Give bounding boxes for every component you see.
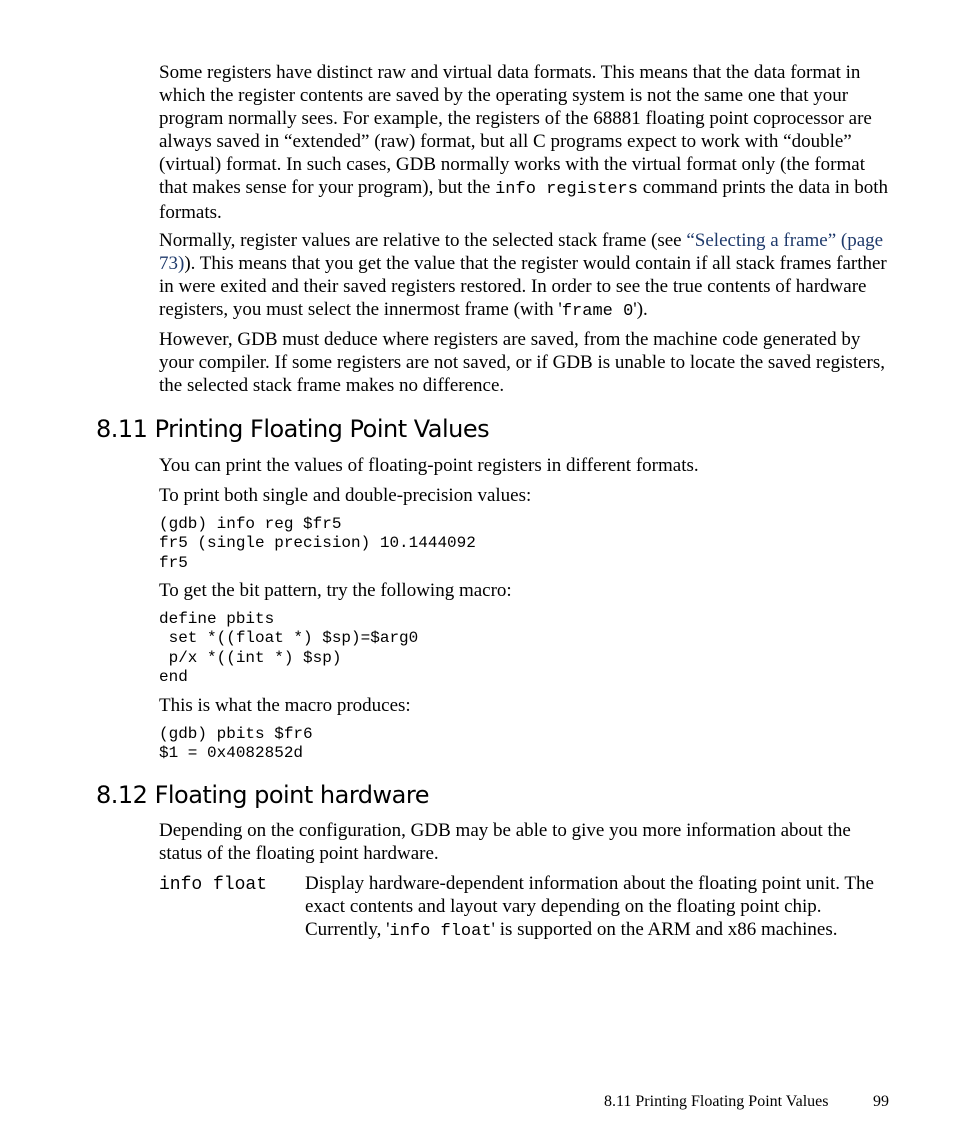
paragraph-configuration: Depending on the configuration, GDB may be able to give you more information about the status of the floating point hardware. (159, 820, 851, 864)
paragraph-text: '). (633, 299, 648, 320)
paragraph-stack-frame (159, 229, 893, 323)
paragraph-macro-produces: This is what the macro produces: (159, 695, 411, 716)
paragraph-single-double: To print both single and double-precision values: (159, 485, 532, 506)
inline-code: frame 0 (561, 302, 634, 321)
paragraph-print-formats: You can print the values of floating-point registers in different formats. (159, 455, 699, 476)
code-block-info-reg: (gdb) info reg $fr5 fr5 (single precision) 10.1444092 fr5 (159, 515, 476, 572)
section-heading-8-12: 8.12 Floating point hardware (96, 781, 429, 809)
definition-term-info-float: info float (159, 875, 268, 895)
code-block-pbits-output: (gdb) pbits $fr6 $1 = 0x4082852d (159, 725, 313, 763)
paragraph-text: Some registers have distinct raw and virtual data formats. This means that the data format in which the register contents are saved by the operating system is not the same one that your program normally sees. For example, the registers of the 68881 floating point coprocessor are always saved in “extended” (raw) format, but all C programs expect to work with “double” (virtual) format. In such cases, GDB normally works with the virtual format only (the format that makes sense for your program), but the (159, 62, 872, 198)
paragraph-text: command prints the data in both formats. (159, 177, 889, 223)
section-heading-8-11: 8.11 Printing Floating Point Values (96, 415, 490, 443)
paragraph-raw-virtual-formats (159, 61, 893, 224)
paragraph-text: ' is supported on the ARM and x86 machines. (491, 919, 838, 940)
link-selecting-a-frame[interactable]: “Selecting a frame” (page 73) (159, 230, 884, 274)
inline-code: info registers (495, 180, 638, 199)
paragraph-text: Display hardware-dependent information about the floating point unit. The exact contents and layout vary depending on the floating point chip. Currently, ' (305, 873, 874, 940)
footer-section-title: 8.11 Printing Floating Point Values (604, 1093, 829, 1110)
definition-description-info-float (305, 872, 895, 943)
inline-code: info float (389, 922, 492, 941)
code-block-pbits-macro: define pbits set *((float *) $sp)=$arg0 p/x *((int *) $sp) end (159, 610, 419, 686)
footer-page-number: 99 (873, 1093, 889, 1110)
paragraph-bit-pattern: To get the bit pattern, try the following macro: (159, 580, 512, 601)
paragraph-deduce-registers: However, GDB must deduce where registers are saved, from the machine code generated by your compiler. If some registers are not saved, or if GDB is unable to locate the saved registers, the selected stack frame makes no difference. (159, 329, 886, 396)
paragraph-text: ). This means that you get the value that the register would contain if all stack frames farther in were exited and their saved registers restored. In order to see the true contents of hardware registers, you must select the innermost frame (with ' (159, 253, 887, 320)
paragraph-text: Normally, register values are relative to the selected stack frame (see (159, 230, 687, 251)
